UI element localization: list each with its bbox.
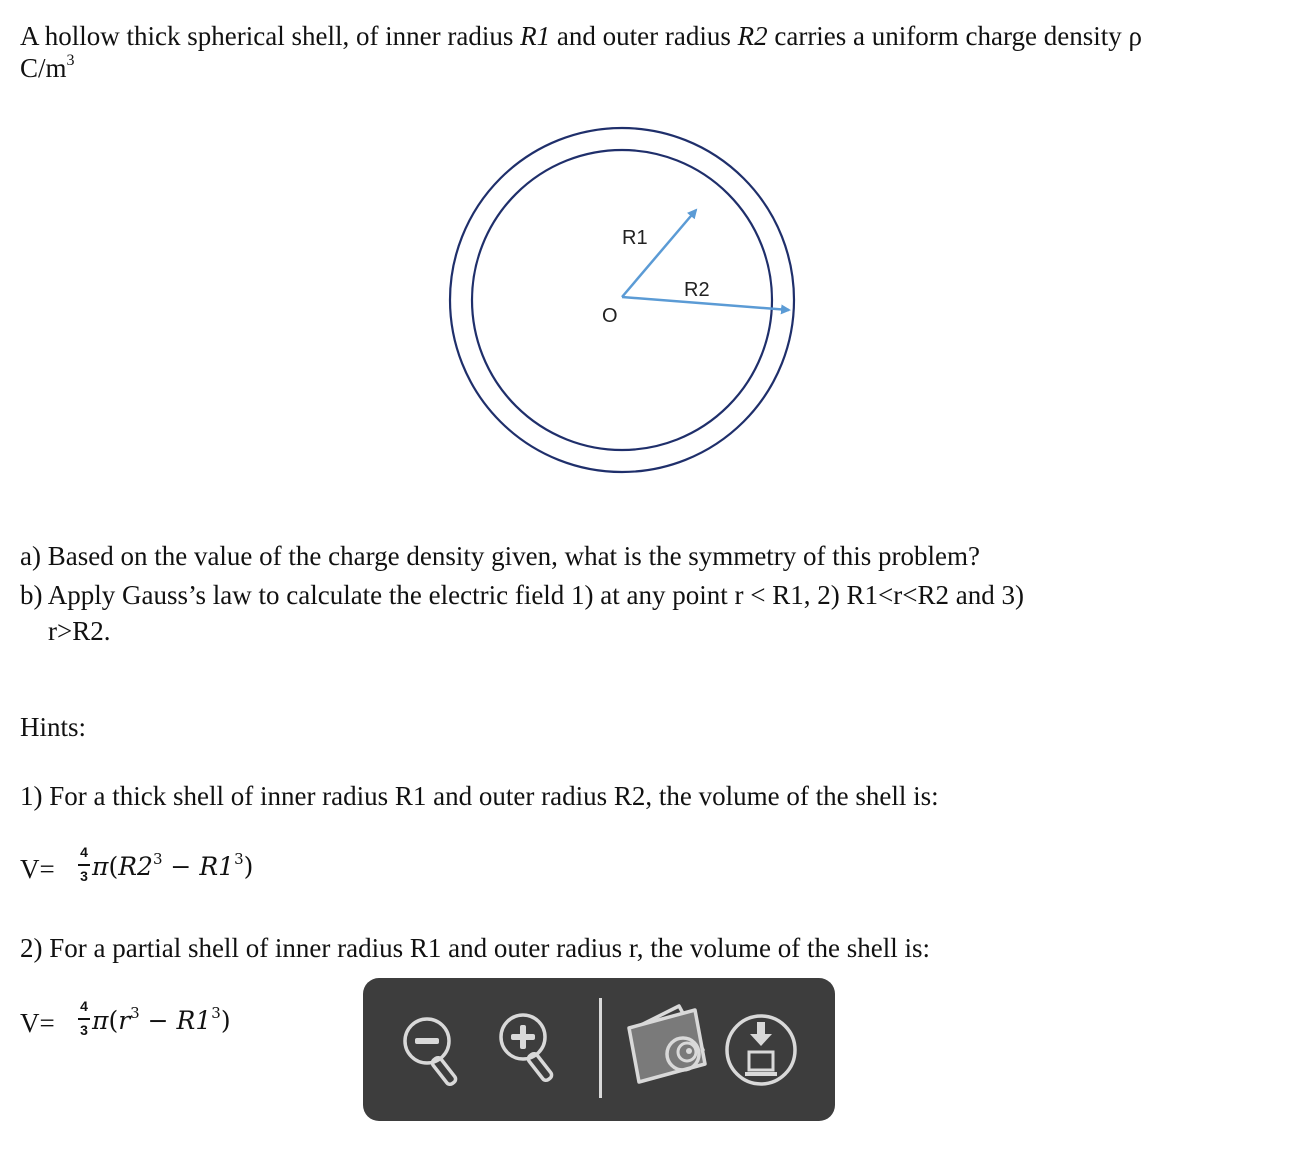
part-b-line2: r>R2. — [48, 616, 111, 646]
term-a: R2 — [118, 852, 153, 881]
fraction-numerator: 4 — [80, 844, 88, 860]
open-paren: ( — [108, 1006, 119, 1035]
fraction-bar — [78, 864, 90, 866]
zoom-in-icon — [487, 978, 577, 1121]
term-b-exponent: 3 — [211, 1004, 221, 1022]
fraction-numerator: 4 — [80, 998, 88, 1014]
download-button[interactable] — [721, 978, 811, 1121]
term-a-exponent: 3 — [152, 850, 163, 868]
part-b-line1: b) Apply Gauss’s law to calculate the electric field 1) at any point r < R1, 2) R1<r<R2 and 3) — [20, 580, 1024, 610]
pi-symbol: π — [92, 1006, 109, 1035]
zoom-out-button[interactable] — [391, 978, 481, 1121]
minus-sign: − — [162, 852, 200, 881]
unit-exponent: 3 — [66, 52, 75, 69]
formula-2-lhs: V= — [20, 1008, 55, 1038]
close-paren: ) — [220, 1006, 231, 1035]
hint-1: 1) For a thick shell of inner radius R1 and outer radius R2, the volume of the shell is: — [20, 781, 939, 811]
zoom-in-button[interactable] — [487, 978, 577, 1121]
term-b-exponent: 3 — [234, 850, 244, 868]
pi-symbol: π — [92, 852, 109, 881]
label-origin: O — [602, 305, 618, 327]
intro-text-1: A hollow thick spherical shell, of inner radius — [20, 21, 521, 51]
photo-stack-icon — [617, 978, 717, 1121]
download-icon — [721, 978, 811, 1121]
hint-2: 2) For a partial shell of inner radius R1 and outer radius r, the volume of the shell is: — [20, 933, 930, 963]
label-r1: R1 — [622, 227, 648, 249]
zoom-out-icon — [391, 978, 481, 1121]
intro-text-3: carries a uniform charge density ρ — [767, 21, 1142, 51]
toolbar-divider — [599, 998, 602, 1098]
fraction-denominator: 3 — [80, 1022, 88, 1038]
close-paren: ) — [243, 852, 254, 881]
minus-sign: − — [139, 1006, 177, 1035]
term-a: r — [118, 1006, 131, 1035]
intro-r2: R2 — [737, 21, 768, 51]
outer-circle — [450, 128, 794, 472]
open-paren: ( — [108, 852, 119, 881]
term-b: R1 — [176, 1006, 212, 1035]
formula-2-body — [92, 1006, 231, 1035]
fraction-denominator: 3 — [80, 868, 88, 884]
part-a: a) Based on the value of the charge density given, what is the symmetry of this problem? — [20, 541, 981, 571]
label-r2: R2 — [684, 279, 710, 301]
intro-text-2: and outer radius — [550, 21, 738, 51]
term-b: R1 — [199, 852, 235, 881]
formula-1-lhs: V= — [20, 854, 55, 884]
intro-r1: R1 — [520, 21, 551, 51]
hints-title: Hints: — [20, 712, 87, 742]
view-images-button[interactable] — [617, 978, 717, 1121]
formula-1-body — [92, 852, 253, 881]
shell-diagram — [0, 0, 1304, 520]
term-a-exponent: 3 — [130, 1004, 140, 1022]
image-toolbar — [363, 978, 835, 1121]
fraction-bar — [78, 1018, 90, 1020]
inner-circle — [472, 150, 772, 450]
unit-text: C/m — [20, 53, 67, 83]
